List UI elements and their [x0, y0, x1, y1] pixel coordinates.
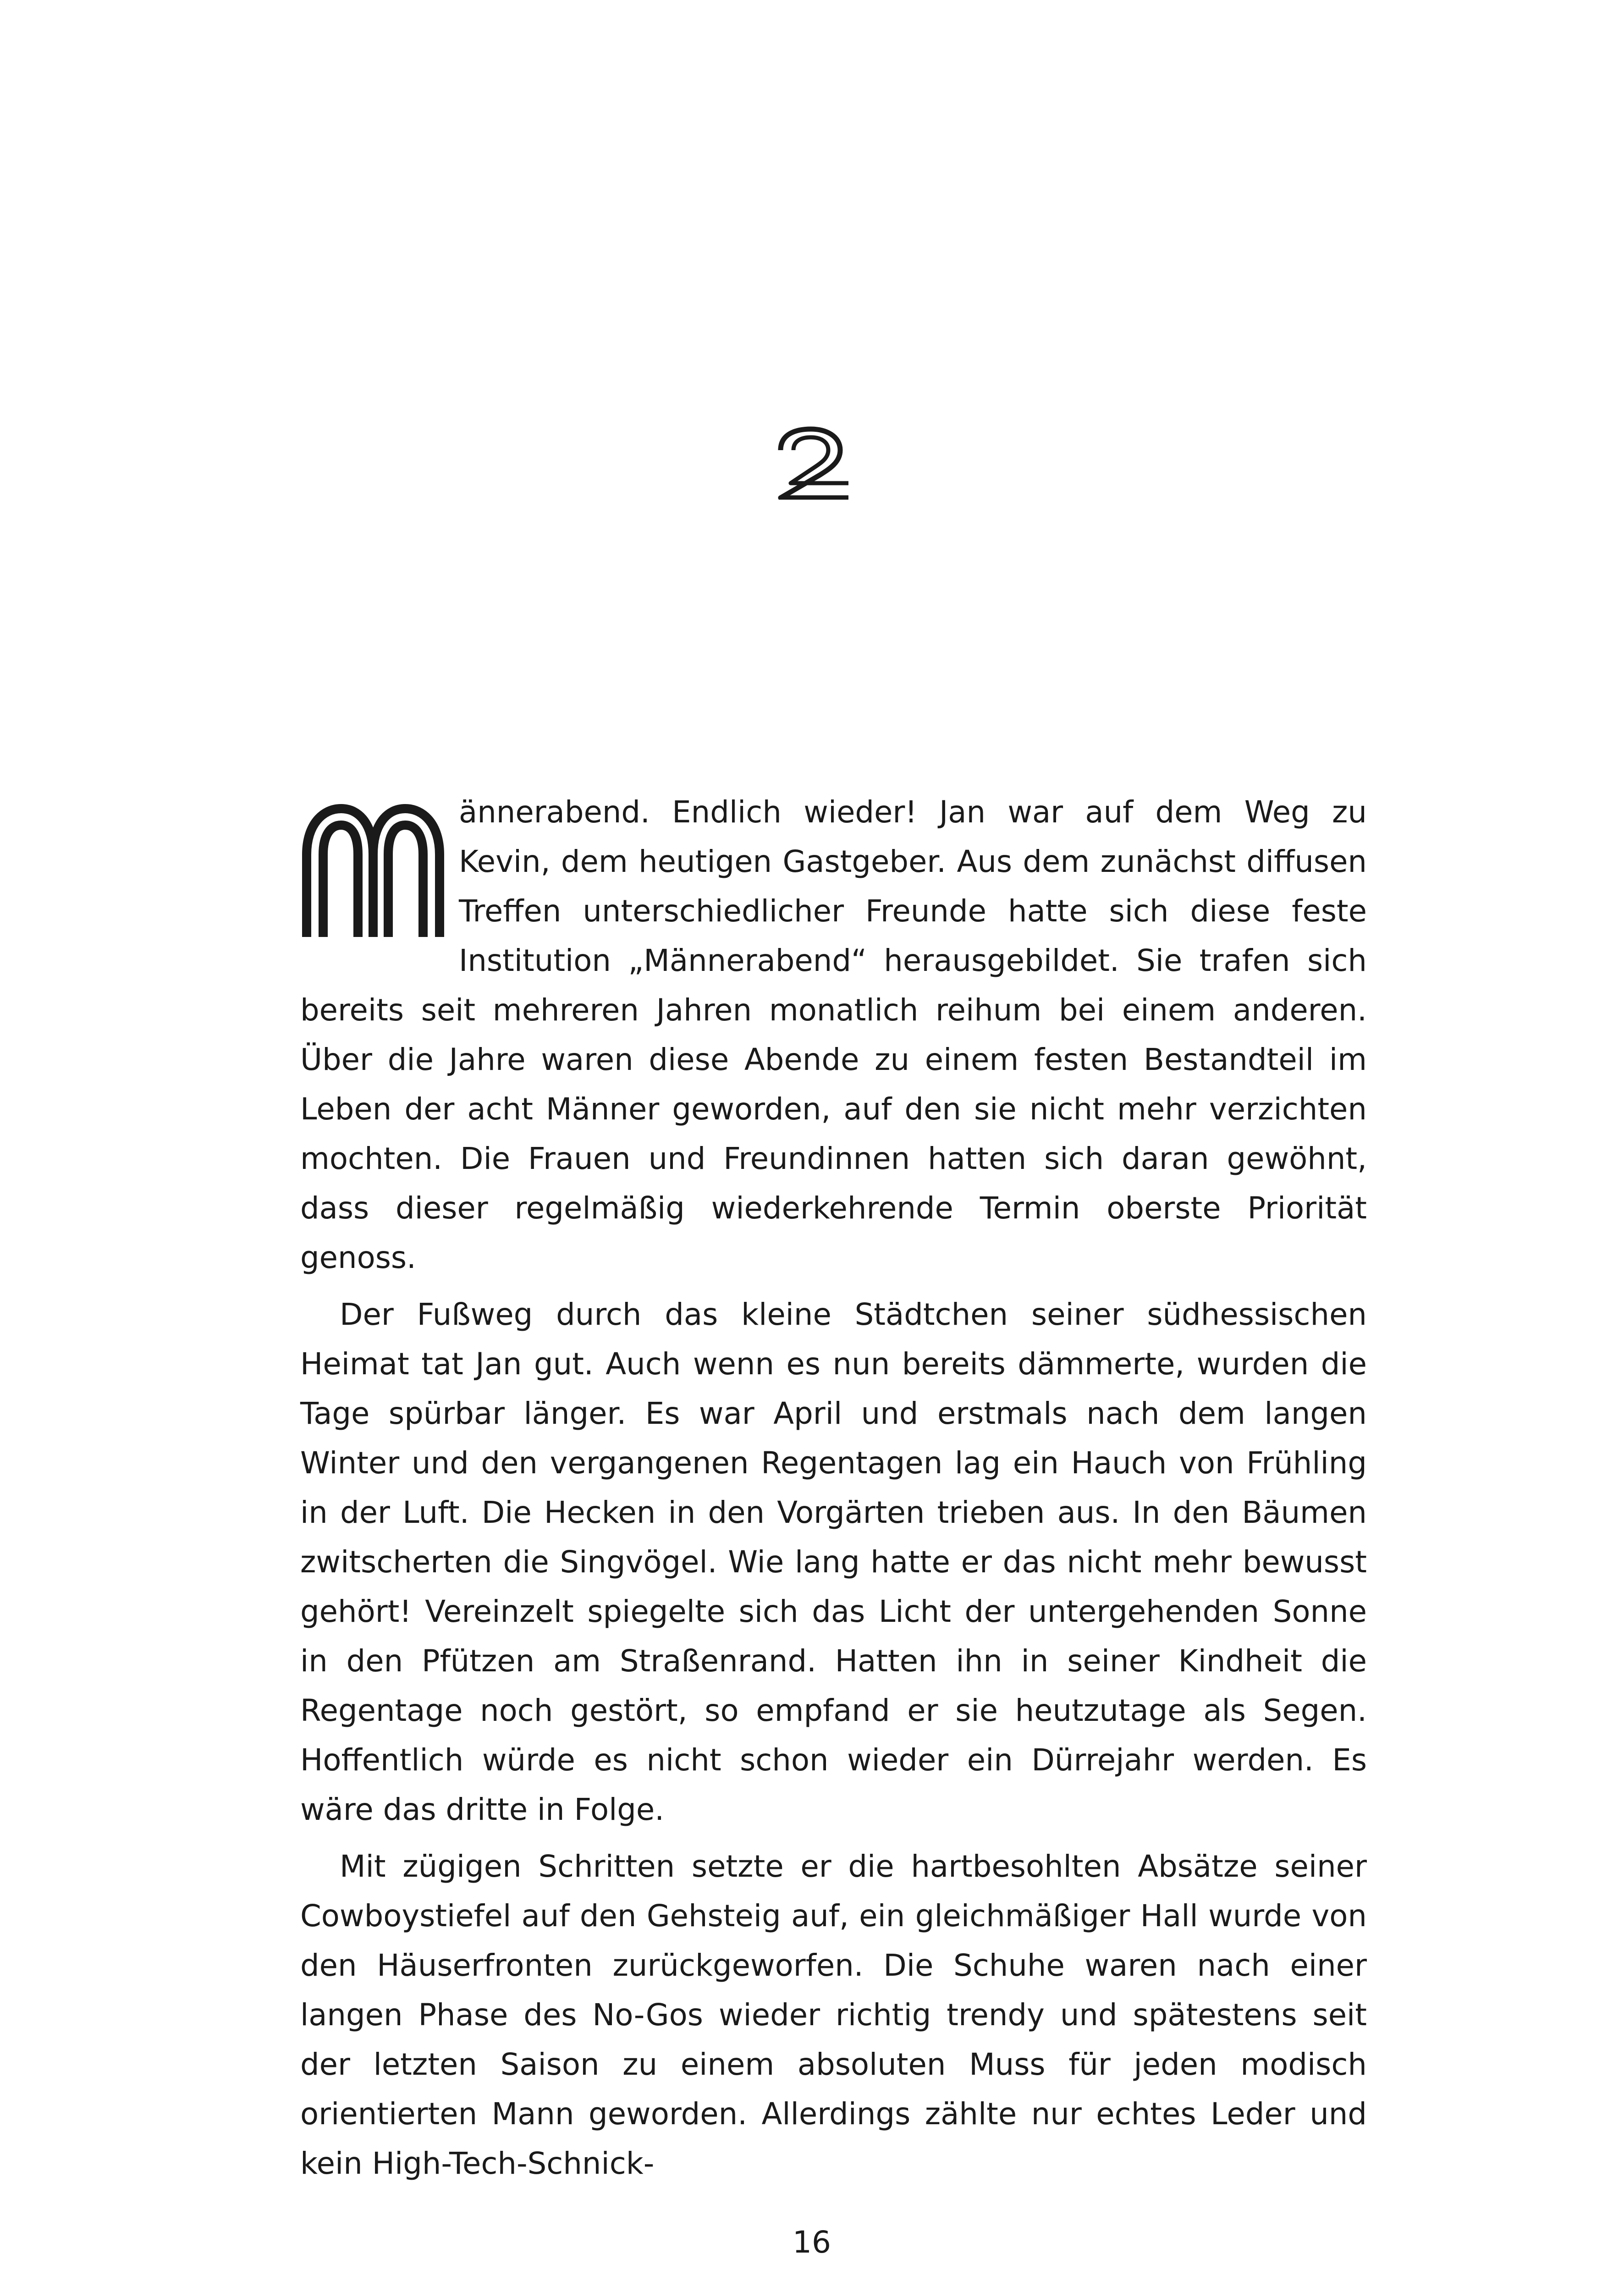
dropcap: [297, 799, 449, 937]
page-number: 16: [793, 2225, 831, 2260]
body-text: [300, 788, 1367, 2196]
chapter-number: [771, 426, 853, 500]
dropcap-m-glyph: [297, 799, 449, 937]
paragraph-1-text: ännerabend. Endlich wieder! Jan war auf dem Weg zu Kevin, dem heutigen Gastgeber. Aus dem zunächst diffusen Treffen unterschiedlicher Freunde hatte sich diese feste Institution „Männerabend“ herausgebildet. Sie trafen sich bereits seit mehreren Jahren monatlich reihum bei einem anderen. Über die Jahre waren diese Abende zu einem festen Bestandteil im Leben der acht Männer geworden, auf den sie nicht mehr verzichten mochten. Die Frauen und Freundinnen hatten sich daran gewöhnt, dass dieser regelmäßig wiederkehrende Termin oberste Priorität genoss.: [300, 795, 1367, 1275]
chapter-number-glyph: [771, 426, 853, 500]
paragraph-3: Mit zügigen Schritten setzte er die hartbesohlten Absätze seiner Cowboystiefel auf den Gehsteig auf, ein gleichmäßiger Hall wurde von den Häuserfronten zurückgeworfen. Die Schuhe waren nach einer langen Phase des No-Gos wieder richtig trendy und spätestens seit der letzten Saison zu einem absoluten Muss für jeden modisch orientierten Mann geworden. Allerdings zählte nur echtes Leder und kein High-Tech-Schnick-: [300, 1849, 1367, 2181]
paragraph-2: Der Fußweg durch das kleine Städtchen seiner südhessischen Heimat tat Jan gut. Auch wenn es nun bereits dämmerte, wurden die Tage spürbar länger. Es war April und erstmals nach dem langen Winter und den vergangenen Regentagen lag ein Hauch von Frühling in der Luft. Die Hecken in den Vorgärten trieben aus. In den Bäumen zwitscherten die Singvögel. Wie lang hatte er das nicht mehr bewusst gehört! Vereinzelt spiegelte sich das Licht der untergehenden Sonne in den Pfützen am Straßenrand. Hatten ihn in seiner Kindheit die Regentage noch gestört, so empfand er sie heutzutage als Segen. Hoffentlich würde es nicht schon wieder ein Dürrejahr werden. Es wäre das dritte in Folge.: [300, 1297, 1367, 1827]
paragraph-1: [300, 788, 1367, 1283]
